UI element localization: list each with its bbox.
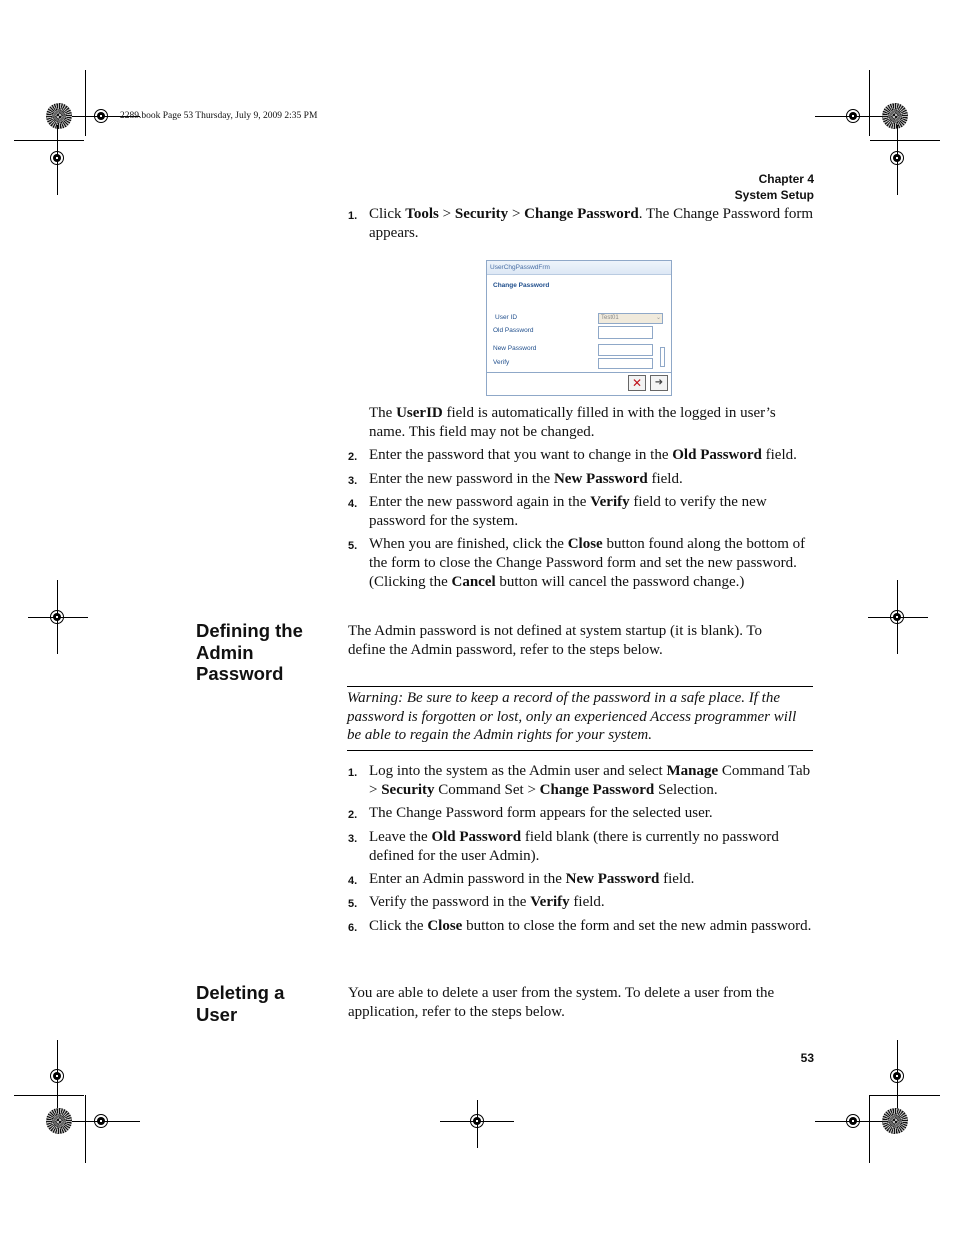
text-run: field. — [659, 871, 695, 887]
step-number: 4. — [348, 498, 358, 510]
text-run: field to verify the new password for the system. — [369, 494, 767, 529]
text-run: . The Change Password form appears. — [369, 206, 814, 241]
chapter-label: Chapter 4 — [758, 172, 814, 186]
step-text — [369, 535, 818, 592]
step-number: 1. — [348, 210, 358, 222]
scrollbar[interactable] — [660, 347, 665, 367]
old-password-label: Old Password — [493, 327, 534, 334]
list-item — [348, 535, 818, 592]
bold-term: Verify — [530, 894, 570, 910]
text-run: field blank (there is currently no password defined for the user Admin). — [369, 829, 779, 864]
step-number: 5. — [348, 898, 358, 910]
text-run: Enter the new password in the — [369, 471, 554, 487]
text-run: button to close the form and set the new admin password. — [462, 918, 812, 934]
verify-field[interactable] — [598, 358, 653, 369]
text-run: The Change Password form appears for the selected user. — [369, 805, 713, 821]
verify-label: Verify — [493, 359, 510, 366]
section-label: System Setup — [734, 188, 814, 202]
step-text — [369, 804, 818, 823]
heading-deleting-user: Deleting a User — [196, 982, 285, 1025]
text-run: field. — [569, 894, 605, 910]
step-text — [369, 917, 818, 936]
step-number: 3. — [348, 833, 358, 845]
change-password-form — [486, 260, 672, 396]
bold-term: New Password — [553, 471, 648, 487]
form-footer-divider — [487, 372, 671, 373]
list-item — [348, 917, 818, 936]
text-run: button found along the bottom of the form to close the Change Password form and set the new password. (Clicking the — [369, 536, 806, 590]
text-run: Leave the — [369, 829, 432, 845]
text-run: Click — [369, 206, 406, 222]
step-text — [369, 470, 818, 489]
step-number: 1. — [348, 767, 358, 779]
step-number: 2. — [348, 451, 358, 463]
bold-term: Change Password — [539, 782, 655, 798]
step-number: 4. — [348, 875, 358, 887]
step-number: 2. — [348, 809, 358, 821]
text-run: When you are finished, click the — [369, 536, 568, 552]
bold-term: Change Password — [524, 206, 639, 222]
user-id-label: User ID — [495, 314, 518, 321]
step-text — [369, 828, 818, 866]
text-run: Log into the system as the Admin user and select — [369, 763, 667, 779]
text-run: Command Tab > — [369, 763, 811, 798]
delete-intro: You are able to delete a user from the system. To delete a user from the application, refer to the steps below. — [348, 985, 775, 1020]
list-item — [348, 493, 818, 531]
red-x-icon: ✕ — [631, 376, 643, 390]
bold-term: Close — [427, 918, 463, 934]
bold-term: Old Password — [672, 447, 762, 463]
userid-note — [369, 404, 809, 442]
list-item — [348, 446, 818, 465]
text-run: Click the — [369, 918, 428, 934]
step-text — [369, 446, 818, 465]
new-password-label: New Password — [493, 345, 537, 352]
close-button[interactable] — [650, 375, 668, 391]
form-title-bar: UserChgPasswdFrm — [487, 261, 671, 275]
step-text — [369, 205, 818, 243]
bold-term: Security — [454, 206, 509, 222]
text-run: field. — [647, 471, 683, 487]
new-password-field[interactable] — [598, 344, 653, 356]
text-run: field. — [761, 447, 797, 463]
step-text — [369, 493, 818, 531]
text-run: field is automatically filled in with the logged in user’s name. This field may not be changed. — [369, 405, 776, 440]
text-run: Enter an Admin password in the — [369, 871, 566, 887]
list-item — [348, 470, 818, 489]
text-run: Selection. — [654, 782, 718, 798]
step-number: 5. — [348, 540, 358, 552]
step-text — [369, 870, 818, 889]
user-id-field[interactable] — [598, 313, 663, 324]
list-item — [348, 804, 818, 823]
step-text — [369, 893, 818, 912]
bold-term: Security — [381, 782, 435, 798]
bold-term: Tools — [405, 206, 439, 222]
list-item — [348, 762, 818, 800]
text-run: The — [369, 405, 397, 421]
list-item — [348, 205, 818, 243]
bold-term: Cancel — [451, 574, 496, 590]
old-password-field[interactable] — [598, 326, 653, 339]
bold-term: Verify — [590, 494, 630, 510]
text-run: > — [508, 206, 525, 222]
text-run: > — [438, 206, 455, 222]
user-id-value: Test01 — [601, 315, 619, 321]
heading-defining-admin-password: Defining the Admin Password — [196, 620, 303, 684]
print-slug: 2289.book Page 53 Thursday, July 9, 2009 2:35 PM — [120, 111, 318, 121]
list-item — [348, 870, 818, 889]
exit-door-icon: ➜ — [654, 377, 664, 388]
bold-term: Close — [567, 536, 603, 552]
list-item — [348, 828, 818, 866]
bold-term: New Password — [565, 871, 660, 887]
cancel-button[interactable] — [628, 375, 646, 391]
form-heading: Change Password — [493, 282, 550, 289]
step-number: 6. — [348, 922, 358, 934]
text-run: Enter the password that you want to change in the — [369, 447, 673, 463]
admin-intro: The Admin password is not defined at system startup (it is blank). To define the Admin password, refer to the steps below. — [348, 623, 763, 658]
step-number: 3. — [348, 475, 358, 487]
list-item — [348, 893, 818, 912]
chevron-down-icon[interactable]: ⌄ — [655, 315, 661, 321]
text-run: Command Set > — [434, 782, 540, 798]
bold-term: Manage — [666, 763, 719, 779]
step-text — [369, 762, 818, 800]
page-number: 53 — [800, 1051, 814, 1065]
text-run: Verify the password in the — [369, 894, 531, 910]
text-run: Enter the new password again in the — [369, 494, 591, 510]
warning-note: Warning: Be sure to keep a record of the password in a safe place. If the password is forgotten or lost, only an experienced Access programmer will be able to regain the Admin rights for your system. — [347, 686, 813, 751]
bold-term: Old Password — [431, 829, 522, 845]
text-run: button will cancel the password change.) — [495, 574, 745, 590]
bold-term: UserID — [396, 405, 443, 421]
